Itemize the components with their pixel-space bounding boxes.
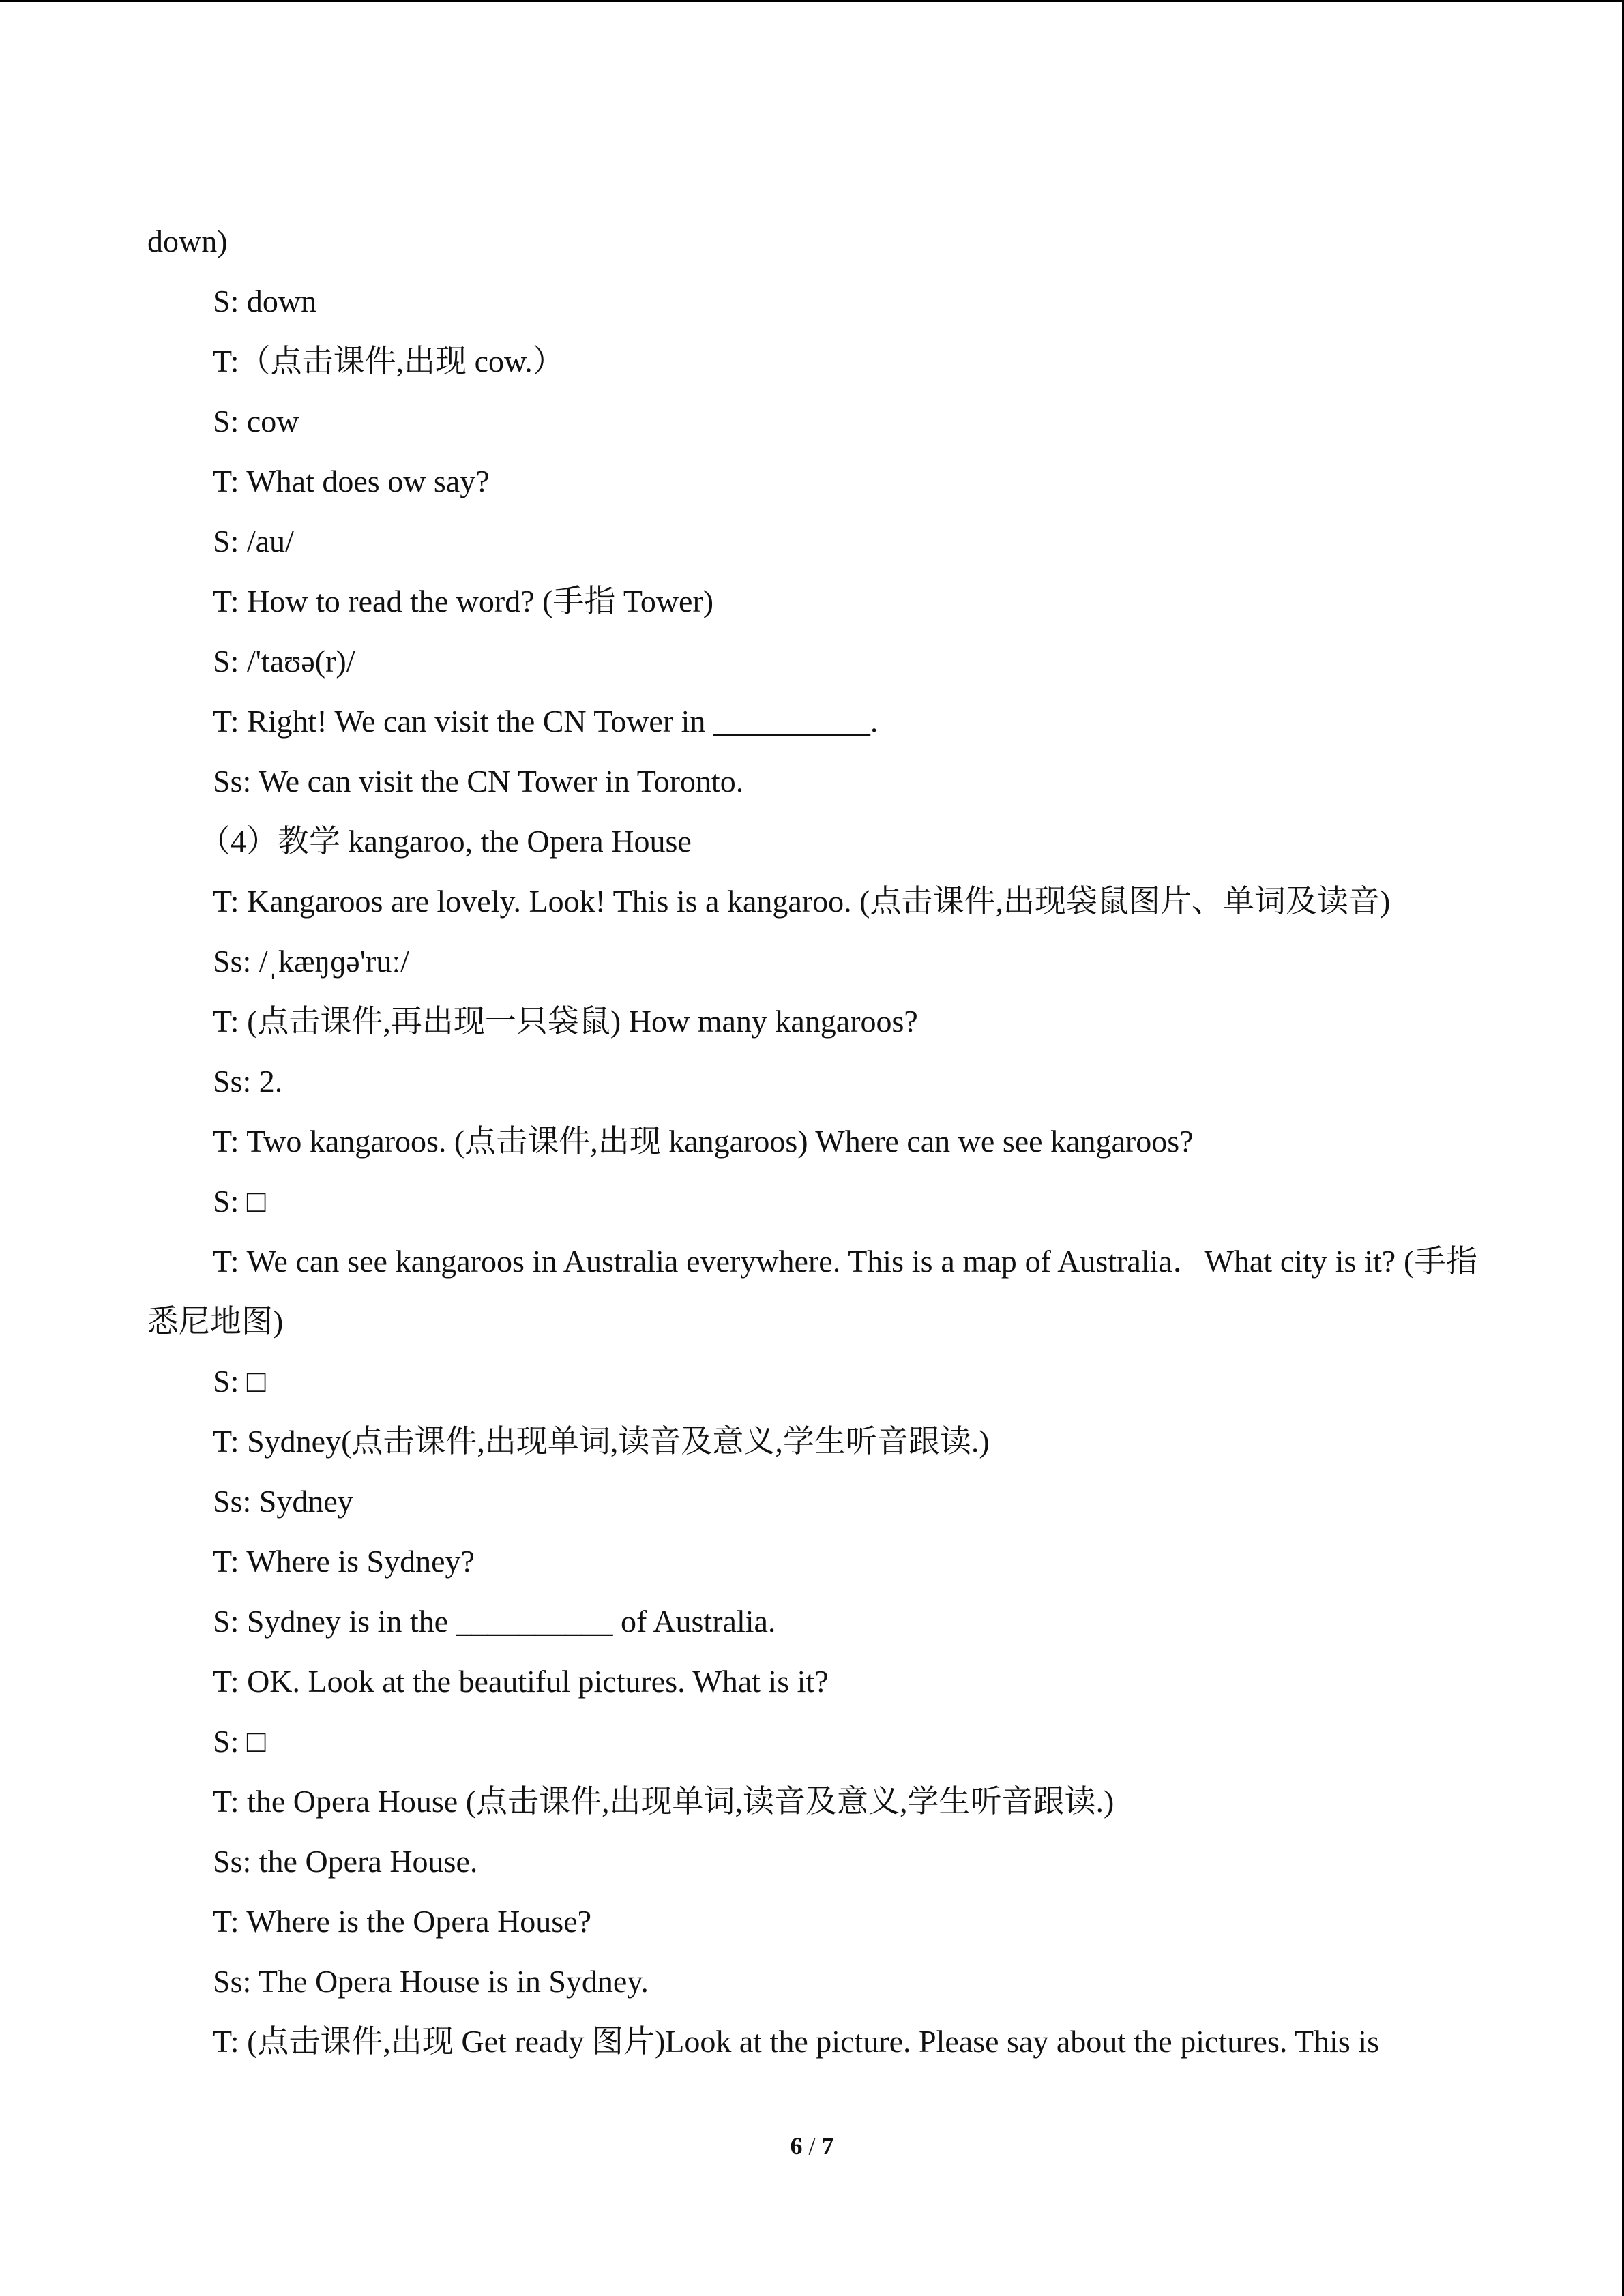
text-line: T: (点击课件,出现 Get ready 图片)Look at the picture. Please say about the pictures. This is: [213, 2024, 1379, 2059]
page-number: [0, 2132, 1624, 2160]
text-line: Ss: We can visit the CN Tower in Toronto.: [213, 764, 744, 799]
text-line: T: OK. Look at the beautiful pictures. What is it?: [213, 1664, 829, 1699]
text-line: down): [147, 224, 228, 258]
text-line: T:（点击课件,出现 cow.）: [213, 344, 564, 378]
text-paragraph: T: We can see kangaroos in Australia everywhere. This is a map of Australia．What city is it? (手指悉尼地图): [147, 1244, 1477, 1339]
text-line: S: /au/: [213, 524, 294, 558]
text-line: T: Sydney(点击课件,出现单词,读音及意义,学生听音跟读.): [213, 1424, 990, 1459]
text-line: T: Right! We can visit the CN Tower in __________.: [213, 704, 879, 739]
page-separator: /: [808, 2132, 816, 2160]
text-line: T: What does ow say?: [213, 464, 490, 498]
text-line: Ss: Sydney: [213, 1484, 353, 1519]
text-line: T: Kangaroos are lovely. Look! This is a kangaroo. (点击课件,出现袋鼠图片、单词及读音): [213, 884, 1391, 919]
text-line: T: How to read the word? (手指 Tower): [213, 584, 714, 618]
text-line: S: cow: [213, 404, 299, 438]
text-line: T: Two kangaroos. (点击课件,出现 kangaroos) Where can we see kangaroos?: [213, 1124, 1194, 1159]
text-line: S: down: [213, 284, 317, 318]
text-line: Ss: the Opera House.: [213, 1844, 478, 1879]
text-line: S: □: [213, 1184, 266, 1219]
text-line: S: /'taʊə(r)/: [213, 644, 355, 679]
text-line: T: Where is the Opera House?: [213, 1904, 592, 1939]
text-line: S: Sydney is in the __________ of Australia.: [213, 1604, 776, 1639]
text-line: Ss: The Opera House is in Sydney.: [213, 1964, 649, 1999]
document-body: [147, 211, 1477, 2072]
text-line: S: □: [213, 1724, 266, 1759]
total-pages: 7: [821, 2132, 834, 2160]
text-line: T: the Opera House (点击课件,出现单词,读音及意义,学生听音跟读.): [213, 1784, 1114, 1819]
top-border: [0, 0, 1624, 2]
text-line: S: □: [213, 1364, 266, 1399]
current-page: 6: [790, 2132, 803, 2160]
text-line: T: (点击课件,再出现一只袋鼠) How many kangaroos?: [213, 1004, 918, 1039]
text-line: Ss: 2.: [213, 1064, 283, 1099]
text-line: Ss: /ˌkæŋɡə'ruː/: [213, 944, 409, 979]
text-line: T: Where is Sydney?: [213, 1544, 475, 1579]
section-heading: （4）教学 kangaroo, the Opera House: [199, 824, 692, 859]
